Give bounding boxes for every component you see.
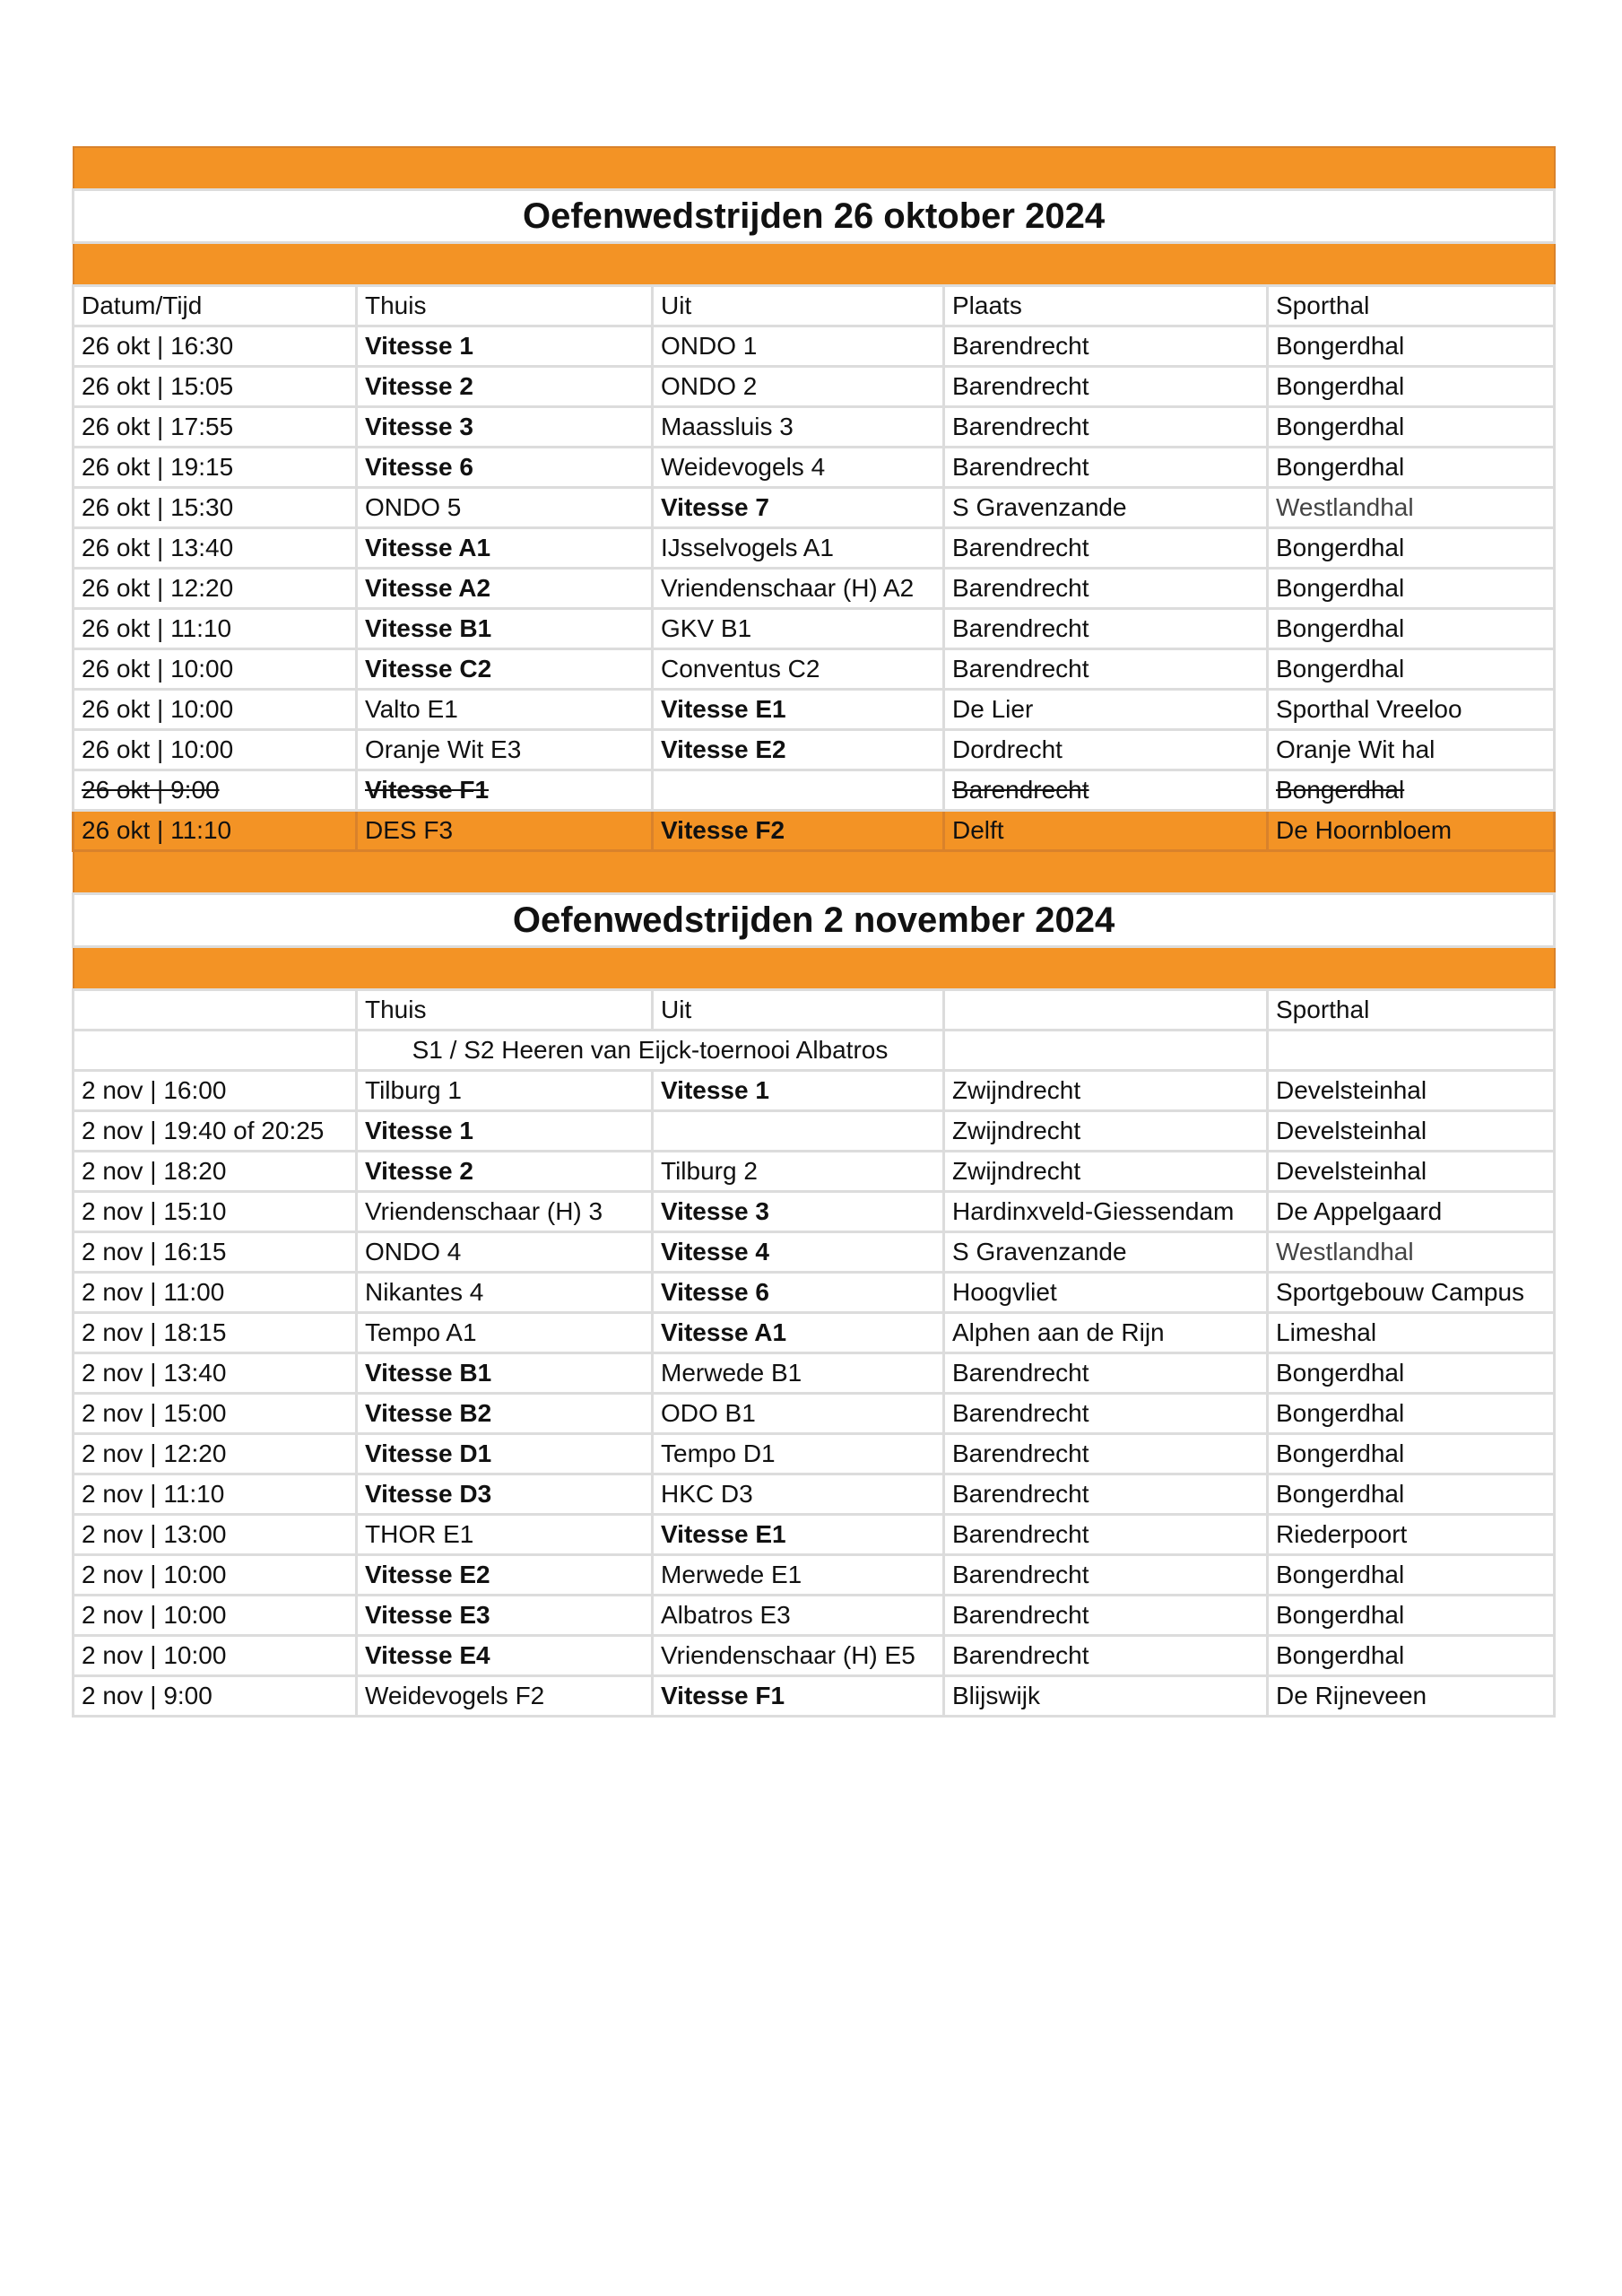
cell-plaats: Alphen aan de Rijn	[944, 1313, 1268, 1353]
cell-uit: ONDO 1	[653, 326, 944, 367]
match-row	[74, 528, 1555, 569]
cell-thuis: THOR E1	[357, 1515, 653, 1555]
cell-thuis: Vitesse D3	[357, 1474, 653, 1515]
cell-uit	[653, 770, 944, 811]
cell-thuis: Vitesse A1	[357, 528, 653, 569]
column-header: Thuis	[357, 990, 653, 1031]
cell-uit: Vriendenschaar (H) E5	[653, 1636, 944, 1676]
cell-datum: 26 okt | 19:15	[74, 448, 357, 488]
match-row	[74, 690, 1555, 730]
match-row	[74, 730, 1555, 770]
section-title-row	[74, 894, 1555, 947]
match-row	[74, 1313, 1555, 1353]
tournament-note: S1 / S2 Heeren van Eijck-toernooi Albatros	[357, 1031, 944, 1071]
cell-uit: Weidevogels 4	[653, 448, 944, 488]
cell-datum: 2 nov | 16:00	[74, 1071, 357, 1111]
cell-sporthal: Bongerdhal	[1268, 407, 1555, 448]
column-header: Plaats	[944, 286, 1268, 326]
cell-thuis: Tilburg 1	[357, 1071, 653, 1111]
cell-thuis: Vitesse 2	[357, 1152, 653, 1192]
section-band-top	[74, 851, 1555, 894]
cell-plaats: Barendrecht	[944, 1636, 1268, 1676]
cell-plaats: Zwijndrecht	[944, 1152, 1268, 1192]
cell-thuis: Valto E1	[357, 690, 653, 730]
cell-sporthal: Sporthal Vreeloo	[1268, 690, 1555, 730]
cell-plaats: Zwijndrecht	[944, 1111, 1268, 1152]
match-row	[74, 609, 1555, 649]
cell-uit: IJsselvogels A1	[653, 528, 944, 569]
cell-uit: Vitesse F1	[653, 1676, 944, 1717]
cell-sporthal: Bongerdhal	[1268, 569, 1555, 609]
cell-plaats: Barendrecht	[944, 528, 1268, 569]
cell-datum: 26 okt | 11:10	[74, 811, 357, 851]
empty-cell	[1268, 1031, 1555, 1071]
cell-sporthal: Limeshal	[1268, 1313, 1555, 1353]
match-row	[74, 1232, 1555, 1273]
cell-thuis: Vitesse 2	[357, 367, 653, 407]
cell-thuis: Vitesse 3	[357, 407, 653, 448]
cell-thuis: Tempo A1	[357, 1313, 653, 1353]
column-header: Uit	[653, 990, 944, 1031]
cell-thuis: Vitesse B1	[357, 1353, 653, 1394]
cell-datum: 2 nov | 13:00	[74, 1515, 357, 1555]
cell-datum: 26 okt | 16:30	[74, 326, 357, 367]
cell-uit	[653, 1111, 944, 1152]
cell-uit: Vitesse E1	[653, 1515, 944, 1555]
cell-thuis: Vitesse E4	[357, 1636, 653, 1676]
cell-thuis: Oranje Wit E3	[357, 730, 653, 770]
cell-datum: 2 nov | 16:15	[74, 1232, 357, 1273]
orange-band	[74, 147, 1555, 190]
cell-sporthal: Bongerdhal	[1268, 1596, 1555, 1636]
orange-band	[74, 851, 1555, 894]
match-row	[74, 1596, 1555, 1636]
cell-sporthal: Bongerdhal	[1268, 1636, 1555, 1676]
cell-thuis: Vitesse B2	[357, 1394, 653, 1434]
cell-sporthal: Develsteinhal	[1268, 1071, 1555, 1111]
cell-datum: 2 nov | 15:10	[74, 1192, 357, 1232]
cell-uit: ONDO 2	[653, 367, 944, 407]
cell-plaats: Barendrecht	[944, 649, 1268, 690]
match-row	[74, 1555, 1555, 1596]
cell-datum: 26 okt | 13:40	[74, 528, 357, 569]
cell-plaats: Hardinxveld-Giessendam	[944, 1192, 1268, 1232]
cell-sporthal: De Hoornbloem	[1268, 811, 1555, 851]
cell-sporthal: Bongerdhal	[1268, 1353, 1555, 1394]
cell-thuis: ONDO 4	[357, 1232, 653, 1273]
cell-sporthal: Bongerdhal	[1268, 770, 1555, 811]
cell-thuis: Vitesse D1	[357, 1434, 653, 1474]
cell-plaats: S Gravenzande	[944, 488, 1268, 528]
cell-datum: 26 okt | 9:00	[74, 770, 357, 811]
cell-plaats: Barendrecht	[944, 1394, 1268, 1434]
cell-datum: 26 okt | 15:30	[74, 488, 357, 528]
cell-datum: 2 nov | 10:00	[74, 1636, 357, 1676]
match-row	[74, 1152, 1555, 1192]
match-row	[74, 407, 1555, 448]
match-row	[74, 367, 1555, 407]
cell-datum: 2 nov | 12:20	[74, 1434, 357, 1474]
cell-datum: 2 nov | 9:00	[74, 1676, 357, 1717]
cell-plaats: Barendrecht	[944, 1555, 1268, 1596]
cell-datum: 2 nov | 13:40	[74, 1353, 357, 1394]
cell-datum: 2 nov | 10:00	[74, 1596, 357, 1636]
cell-datum: 2 nov | 15:00	[74, 1394, 357, 1434]
column-header: Uit	[653, 286, 944, 326]
cell-sporthal: De Rijneveen	[1268, 1676, 1555, 1717]
cell-uit: Vitesse F2	[653, 811, 944, 851]
cell-uit: ODO B1	[653, 1394, 944, 1434]
orange-band	[74, 243, 1555, 286]
cell-datum: 26 okt | 12:20	[74, 569, 357, 609]
match-row	[74, 1515, 1555, 1555]
match-row	[74, 1636, 1555, 1676]
cell-datum: 2 nov | 11:00	[74, 1273, 357, 1313]
cell-plaats: Blijswijk	[944, 1676, 1268, 1717]
match-row-cancelled	[74, 770, 1555, 811]
column-header: Sporthal	[1268, 286, 1555, 326]
cell-sporthal: Westlandhal	[1268, 488, 1555, 528]
column-header: Datum/Tijd	[74, 286, 357, 326]
cell-uit: Conventus C2	[653, 649, 944, 690]
match-row	[74, 488, 1555, 528]
cell-uit: Vitesse 4	[653, 1232, 944, 1273]
match-row	[74, 1676, 1555, 1717]
orange-band	[74, 947, 1555, 990]
cell-sporthal: Develsteinhal	[1268, 1111, 1555, 1152]
match-row	[74, 1474, 1555, 1515]
cell-sporthal: Develsteinhal	[1268, 1152, 1555, 1192]
cell-uit: Vitesse 6	[653, 1273, 944, 1313]
cell-sporthal: Sportgebouw Campus	[1268, 1273, 1555, 1313]
cell-plaats: Delft	[944, 811, 1268, 851]
cell-datum: 2 nov | 18:15	[74, 1313, 357, 1353]
cell-plaats: Barendrecht	[944, 569, 1268, 609]
cell-thuis: DES F3	[357, 811, 653, 851]
cell-uit: Vitesse 7	[653, 488, 944, 528]
match-row	[74, 326, 1555, 367]
cell-sporthal: Oranje Wit hal	[1268, 730, 1555, 770]
cell-thuis: Vitesse 6	[357, 448, 653, 488]
match-row	[74, 1434, 1555, 1474]
column-header: Thuis	[357, 286, 653, 326]
match-row	[74, 1071, 1555, 1111]
cell-uit: Tilburg 2	[653, 1152, 944, 1192]
cell-thuis: Vitesse 1	[357, 326, 653, 367]
cell-datum: 26 okt | 15:05	[74, 367, 357, 407]
match-row	[74, 1273, 1555, 1313]
cell-sporthal: Bongerdhal	[1268, 367, 1555, 407]
cell-thuis: Vitesse 1	[357, 1111, 653, 1152]
schedule-body	[74, 147, 1555, 1717]
cell-datum: 26 okt | 10:00	[74, 649, 357, 690]
cell-sporthal: Bongerdhal	[1268, 326, 1555, 367]
cell-plaats: Barendrecht	[944, 407, 1268, 448]
schedule-sheet	[72, 146, 1553, 1718]
cell-plaats: Barendrecht	[944, 367, 1268, 407]
cell-thuis: Weidevogels F2	[357, 1676, 653, 1717]
cell-uit: Merwede E1	[653, 1555, 944, 1596]
cell-sporthal: Bongerdhal	[1268, 448, 1555, 488]
match-row	[74, 649, 1555, 690]
cell-thuis: Nikantes 4	[357, 1273, 653, 1313]
cell-datum: 2 nov | 18:20	[74, 1152, 357, 1192]
match-row	[74, 1353, 1555, 1394]
cell-thuis: Vitesse F1	[357, 770, 653, 811]
cell-datum: 26 okt | 10:00	[74, 730, 357, 770]
cell-datum: 2 nov | 10:00	[74, 1555, 357, 1596]
tournament-note-row	[74, 1031, 1555, 1071]
cell-thuis: Vitesse A2	[357, 569, 653, 609]
cell-plaats: Barendrecht	[944, 770, 1268, 811]
cell-plaats: De Lier	[944, 690, 1268, 730]
cell-plaats: Dordrecht	[944, 730, 1268, 770]
cell-uit: Albatros E3	[653, 1596, 944, 1636]
cell-uit: Vitesse 1	[653, 1071, 944, 1111]
cell-plaats: Barendrecht	[944, 1434, 1268, 1474]
cell-sporthal: Riederpoort	[1268, 1515, 1555, 1555]
match-row	[74, 569, 1555, 609]
cell-plaats: Zwijndrecht	[944, 1071, 1268, 1111]
match-row	[74, 1192, 1555, 1232]
header-row	[74, 990, 1555, 1031]
cell-uit: Vitesse E2	[653, 730, 944, 770]
cell-plaats: Barendrecht	[944, 326, 1268, 367]
cell-uit: Merwede B1	[653, 1353, 944, 1394]
column-header: Sporthal	[1268, 990, 1555, 1031]
match-row-highlighted	[74, 811, 1555, 851]
cell-uit: HKC D3	[653, 1474, 944, 1515]
cell-uit: GKV B1	[653, 609, 944, 649]
match-row	[74, 1394, 1555, 1434]
cell-uit: Maassluis 3	[653, 407, 944, 448]
cell-thuis: ONDO 5	[357, 488, 653, 528]
section-band-top	[74, 147, 1555, 190]
cell-plaats: Barendrecht	[944, 1515, 1268, 1555]
cell-thuis: Vitesse B1	[357, 609, 653, 649]
cell-sporthal: Bongerdhal	[1268, 1555, 1555, 1596]
schedule-table	[72, 146, 1556, 1718]
section-title: Oefenwedstrijden 2 november 2024	[74, 894, 1555, 947]
cell-sporthal: De Appelgaard	[1268, 1192, 1555, 1232]
cell-sporthal: Bongerdhal	[1268, 1434, 1555, 1474]
cell-datum: 2 nov | 19:40 of 20:25	[74, 1111, 357, 1152]
empty-cell	[74, 1031, 357, 1071]
header-row	[74, 286, 1555, 326]
cell-datum: 26 okt | 10:00	[74, 690, 357, 730]
cell-sporthal: Bongerdhal	[1268, 1394, 1555, 1434]
match-row	[74, 1111, 1555, 1152]
cell-sporthal: Bongerdhal	[1268, 528, 1555, 569]
cell-uit: Vitesse A1	[653, 1313, 944, 1353]
cell-plaats: Barendrecht	[944, 448, 1268, 488]
section-title: Oefenwedstrijden 26 oktober 2024	[74, 190, 1555, 243]
cell-sporthal: Westlandhal	[1268, 1232, 1555, 1273]
cell-datum: 26 okt | 17:55	[74, 407, 357, 448]
cell-plaats: Hoogvliet	[944, 1273, 1268, 1313]
cell-uit: Vitesse 3	[653, 1192, 944, 1232]
cell-plaats: Barendrecht	[944, 1596, 1268, 1636]
cell-plaats: Barendrecht	[944, 1353, 1268, 1394]
cell-sporthal: Bongerdhal	[1268, 1474, 1555, 1515]
column-header	[74, 990, 357, 1031]
cell-thuis: Vitesse C2	[357, 649, 653, 690]
empty-cell	[944, 1031, 1268, 1071]
section-title-row	[74, 190, 1555, 243]
match-row	[74, 448, 1555, 488]
section-band-bottom	[74, 947, 1555, 990]
section-band-bottom	[74, 243, 1555, 286]
cell-uit: Vriendenschaar (H) A2	[653, 569, 944, 609]
cell-uit: Tempo D1	[653, 1434, 944, 1474]
cell-uit: Vitesse E1	[653, 690, 944, 730]
cell-thuis: Vriendenschaar (H) 3	[357, 1192, 653, 1232]
cell-plaats: Barendrecht	[944, 609, 1268, 649]
cell-sporthal: Bongerdhal	[1268, 609, 1555, 649]
cell-thuis: Vitesse E3	[357, 1596, 653, 1636]
cell-thuis: Vitesse E2	[357, 1555, 653, 1596]
cell-datum: 2 nov | 11:10	[74, 1474, 357, 1515]
column-header	[944, 990, 1268, 1031]
cell-plaats: Barendrecht	[944, 1474, 1268, 1515]
cell-plaats: S Gravenzande	[944, 1232, 1268, 1273]
cell-datum: 26 okt | 11:10	[74, 609, 357, 649]
cell-sporthal: Bongerdhal	[1268, 649, 1555, 690]
